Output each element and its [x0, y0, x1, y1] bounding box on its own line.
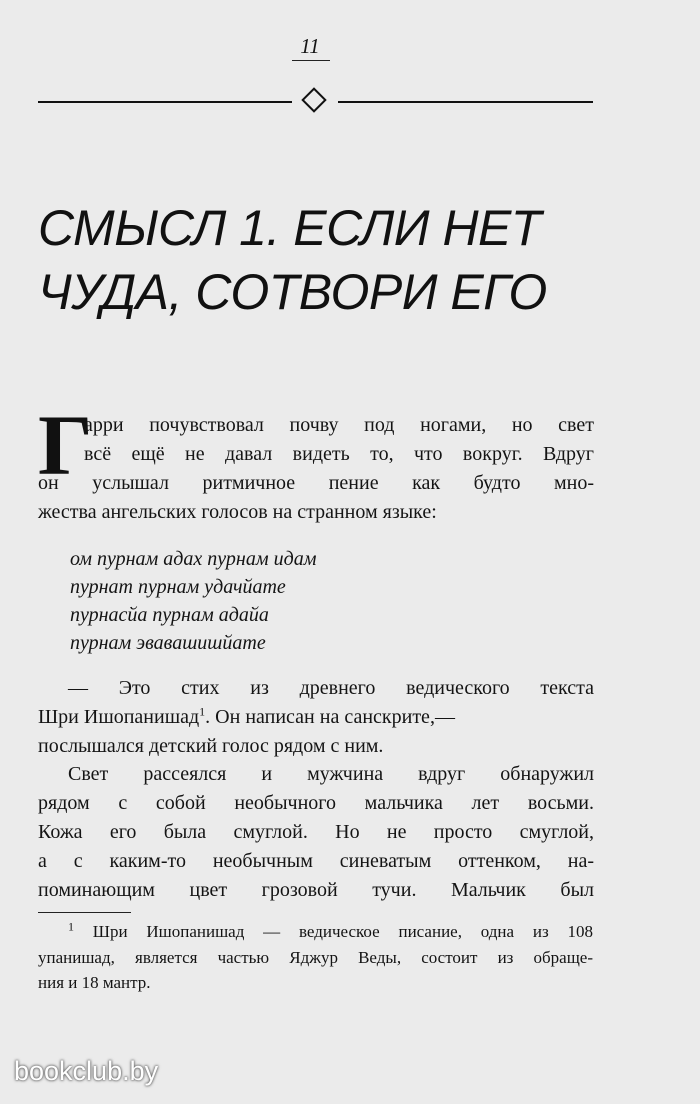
- text-fragment: Шри Ишопанишад: [38, 706, 200, 728]
- footnote-line: ния и 18 мантр.: [38, 973, 151, 992]
- verse-line: ом пурнам адах пурнам идам: [70, 548, 317, 570]
- footnote-line: упанишад, является частью Яджур Веды, состоит из обраще-: [38, 948, 593, 967]
- ornament-rule-left: [38, 101, 292, 103]
- page-number-underline: [292, 60, 330, 61]
- drop-cap-letter: Г: [38, 397, 93, 493]
- paragraph-line: [38, 706, 594, 729]
- paragraph-line: послышался детский голос рядом с ним.: [38, 735, 384, 757]
- footnote-reference: 1: [199, 704, 206, 719]
- chapter-title-line-2: ЧУДА, СОТВОРИ ЕГО: [38, 264, 547, 320]
- text-fragment: . Он написан на санскрите,—: [205, 706, 455, 728]
- paragraph-line: Кожа его была смуглой. Но не просто смуглой,: [38, 821, 594, 843]
- paragraph-line: поминающим цвет грозовой тучи. Мальчик был: [38, 879, 594, 901]
- paragraph-line: он услышал ритмичное пение как будто мно-: [38, 472, 594, 494]
- paragraph-line: рядом с собой необычного мальчика лет восьми.: [38, 792, 594, 814]
- paragraph-line: арри почувствовал почву под ногами, но свет: [84, 414, 594, 436]
- footnote-rule: [38, 912, 131, 913]
- page-number: 11: [300, 34, 320, 58]
- paragraph-line: жества ангельских голосов на странном языке:: [38, 501, 437, 523]
- verse-line: пурнасйа пурнам адайа: [70, 604, 269, 626]
- watermark-logo: bookclub.by: [14, 1056, 159, 1086]
- paragraph-line: всё ещё не давал видеть то, что вокруг. Вдруг: [84, 443, 594, 465]
- ornament-rule-right: [338, 101, 593, 103]
- diamond-ornament-icon: [301, 87, 326, 112]
- paragraph-line: Свет рассеялся и мужчина вдруг обнаружил: [68, 763, 594, 785]
- footnote-line: [68, 919, 593, 942]
- chapter-title-line-1: СМЫСЛ 1. ЕСЛИ НЕТ: [38, 200, 541, 256]
- paragraph-line: а с каким-то необычным синеватым оттенком, на-: [38, 850, 594, 872]
- paragraph-line: — Это стих из древнего ведического текста: [68, 677, 594, 699]
- footnote-text: Шри Ишопанишад — ведическое писание, одна из 108: [74, 922, 593, 941]
- chapter-title: [38, 196, 598, 324]
- footnote-marker: 1: [68, 919, 74, 934]
- verse-line: пурнам эвавашишйате: [70, 632, 266, 654]
- verse-line: пурнат пурнам удачйате: [70, 576, 286, 598]
